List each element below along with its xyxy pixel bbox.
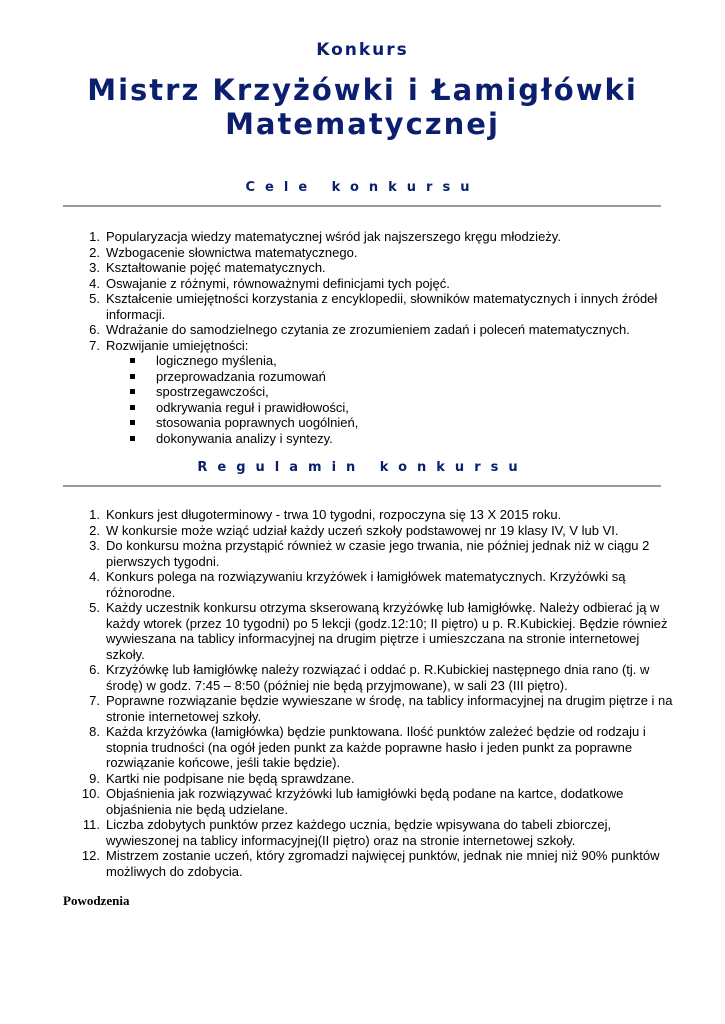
goal-item [78,245,678,261]
skill-text: odkrywania reguł i prawidłowości, [156,399,349,415]
title-line-2: Matematycznej [225,107,500,141]
rule-text: Kartki nie podpisane nie będą sprawdzane. [106,770,355,786]
skill-text: przeprowadzania rozumowań [156,368,326,384]
document-kicker: Konkurs [316,40,409,60]
goal-text: Oswajanie z różnymi, równoważnymi definicjami tych pojęć. [106,275,450,291]
rule-number: 6. [89,662,100,677]
goals-divider [63,205,661,207]
square-bullet-icon [130,358,135,363]
skill-text: spostrzegawczości, [156,384,269,399]
rules-divider [63,485,661,487]
rule-item [78,771,678,787]
goal-text: Kształcenie umiejętności korzystania z encyklopedii, słowników matematycznych i innych źródeł informacji. [106,291,658,322]
rule-item [78,507,678,523]
goal-number: 3. [89,260,100,275]
goal-number: 1. [89,229,100,244]
rule-item [78,569,678,600]
rule-number: 7. [89,693,100,708]
rule-number: 1. [89,507,100,522]
skills-list [106,353,678,446]
goal-number: 2. [89,244,100,260]
goals-heading: Cele konkursu [245,180,480,195]
goal-item [78,229,678,245]
closing-text: Powodzenia [63,893,130,908]
skill-text: logicznego myślenia, [156,353,277,368]
skill-text: dokonywania analizy i syntezy. [156,430,333,446]
goal-item [78,322,678,338]
rule-number: 11. [82,817,100,832]
rule-item [78,848,678,879]
rule-number: 4. [89,569,100,584]
rule-item [78,523,678,539]
rule-number: 9. [89,770,100,786]
skill-item [128,431,678,447]
goal-number: 4. [89,275,100,291]
rule-text: Liczba zdobytych punktów przez każdego ucznia, będzie wpisywana do tabeli zbiorczej, wywieszonej na tablicy informacyjnej(II piętro) oraz na stronie internetowej szkoły. [106,817,612,848]
rule-number: 10. [81,786,100,801]
rule-item [78,724,678,771]
goal-item [78,260,678,276]
rules-heading: Regulamin konkursu [197,460,528,475]
document-title [0,73,725,141]
skill-item [128,369,678,385]
rule-item [78,538,678,569]
rule-item [78,600,678,662]
skill-text: stosowania poprawnych uogólnień, [156,415,359,430]
rule-item [78,662,678,693]
rule-text: W konkursie może wziąć udział każdy uczeń szkoły podstawowej nr 19 klasy IV, V lub VI. [106,522,619,538]
goal-number: 6. [89,322,100,337]
goals-list [78,229,678,446]
rule-item [78,786,678,817]
square-bullet-icon [130,389,135,394]
skill-item [128,353,678,369]
skill-item [128,384,678,400]
goal-text: Wzbogacenie słownictwa matematycznego. [106,244,358,260]
square-bullet-icon [130,436,135,441]
rule-text: Krzyżówkę lub łamigłówkę należy rozwiązać i oddać p. R.Kubickiej następnego dnia rano (tj. w środę) w godz. 7:45 – 8:50 (później nie będą przyjmowane), w sali 23 (III piętro). [106,662,650,693]
goal-number: 5. [89,291,100,306]
rule-text: Każdy uczestnik konkursu otrzyma skserowaną krzyżówkę lub łamigłówkę. Należy odbierać ją w każdy wtorek (przez 10 tygodni) po 5 lekcji (godz.12:10; II piętro) u p. R.Kubickiej. Będzie również wywieszana na tablicy informacyjnej na drugim piętrze i umieszczana na stronie internetowej szkoły. [106,600,668,662]
goal-number: 7. [89,337,100,353]
title-line-1: Mistrz Krzyżówki i Łamigłówki [87,73,638,107]
rule-text: Każda krzyżówka (łamigłówka) będzie punktowana. Ilość punktów zależeć będzie od rodzaju i stopnia trudności (na ogół jeden punkt za każde poprawne hasło i jeden punkt za poprawne rozwiązanie końcowe, jeśli takie będzie). [106,724,646,770]
goal-text: Wdrażanie do samodzielnego czytania ze zrozumieniem zadań i poleceń matematycznych. [106,322,630,337]
goal-item [78,338,678,447]
goal-item [78,291,678,322]
rule-number: 3. [89,538,100,553]
goal-item [78,276,678,292]
skill-item [128,400,678,416]
rule-number: 2. [89,522,100,538]
rule-number: 12. [81,848,100,863]
rules-list [78,507,678,879]
rule-text: Konkurs jest długoterminowy - trwa 10 tygodni, rozpoczyna się 13 X 2015 roku. [106,507,562,522]
goal-text: Kształtowanie pojęć matematycznych. [106,260,326,275]
rule-item [78,693,678,724]
skill-item [128,415,678,431]
rule-text: Mistrzem zostanie uczeń, który zgromadzi najwięcej punktów, jednak nie mniej niż 90% punktów możliwych do zdobycia. [106,848,660,879]
square-bullet-icon [130,405,135,410]
rule-item [78,817,678,848]
rule-text: Konkurs polega na rozwiązywaniu krzyżówek i łamigłówek matematycznych. Krzyżówki są różnorodne. [106,569,626,600]
rule-text: Do konkursu można przystąpić również w czasie jego trwania, nie później jednak niż w ciągu 2 pierwszych tygodni. [106,538,650,569]
rule-text: Poprawne rozwiązanie będzie wywieszane w środę, na tablicy informacyjnej na drugim piętrze i na stronie internetowej szkoły. [106,693,673,724]
rule-text: Objaśnienia jak rozwiązywać krzyżówki lub łamigłówki będą podane na kartce, dodatkowe objaśnienia nie będą udzielane. [106,786,624,817]
square-bullet-icon [130,420,135,425]
square-bullet-icon [130,374,135,379]
goal-text: Rozwijanie umiejętności: [106,337,249,353]
goal-text: Popularyzacja wiedzy matematycznej wśród jak najszerszego kręgu młodzieży. [106,229,561,244]
rule-number: 5. [89,600,100,615]
rule-number: 8. [89,724,100,739]
